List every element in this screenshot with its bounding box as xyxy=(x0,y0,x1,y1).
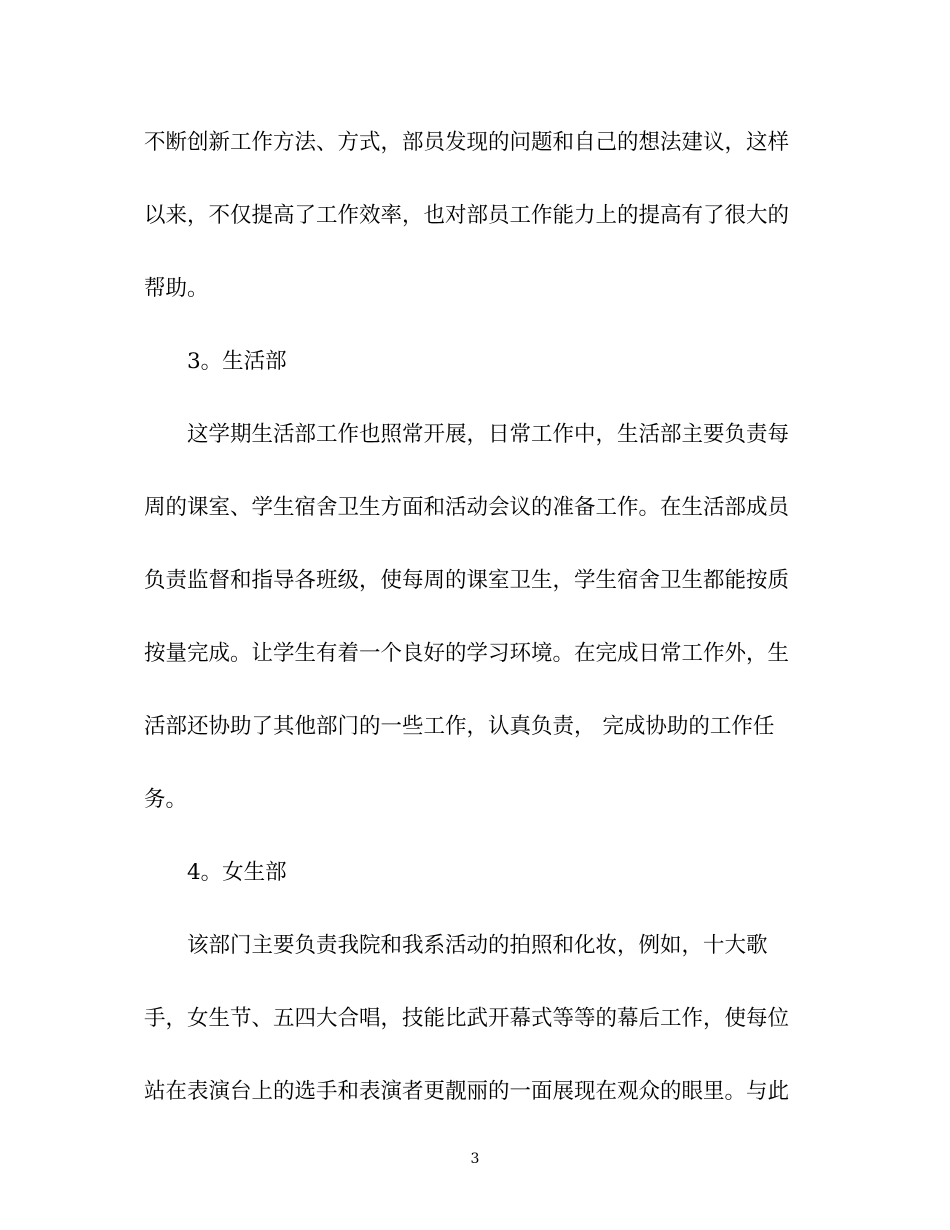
section-heading: 4。女生部 xyxy=(187,860,287,885)
paragraph-line: 该部门主要负责我院和我系活动的拍照和化妆，例如，十大歌 xyxy=(187,933,768,958)
paragraph-line: 负责监督和指导各班级，使每周的课室卫生，学生宿舍卫生都能按质 xyxy=(144,568,790,593)
paragraph-line: 周的课室、学生宿舍卫生方面和活动会议的准备工作。在生活部成员 xyxy=(144,495,790,520)
section-heading: 3。生活部 xyxy=(187,349,287,374)
paragraph-line: 手，女生节、五四大合唱，技能比武开幕式等等的幕后工作，使每位 xyxy=(144,1006,790,1031)
paragraph-line: 不断创新工作方法、方式，部员发现的问题和自己的想法建议，这样 xyxy=(144,130,790,155)
paragraph-line: 这学期生活部工作也照常开展，日常工作中，生活部主要负责每 xyxy=(187,422,790,447)
paragraph-line: 务。 xyxy=(144,787,188,812)
paragraph-line: 按量完成。让学生有着一个良好的学习环境。在完成日常工作外，生 xyxy=(144,641,790,666)
paragraph-line: 站在表演台上的选手和表演者更靓丽的一面展现在观众的眼里。与此 xyxy=(144,1079,790,1104)
paragraph-line: 帮助。 xyxy=(144,276,209,301)
page-number: 3 xyxy=(470,1151,480,1167)
paragraph-line: 以来，不仅提高了工作效率，也对部员工作能力上的提高有了很大的 xyxy=(144,203,790,228)
paragraph-line: 活部还协助了其他部门的一些工作，认真负责， 完成协助的工作任 xyxy=(144,714,775,739)
